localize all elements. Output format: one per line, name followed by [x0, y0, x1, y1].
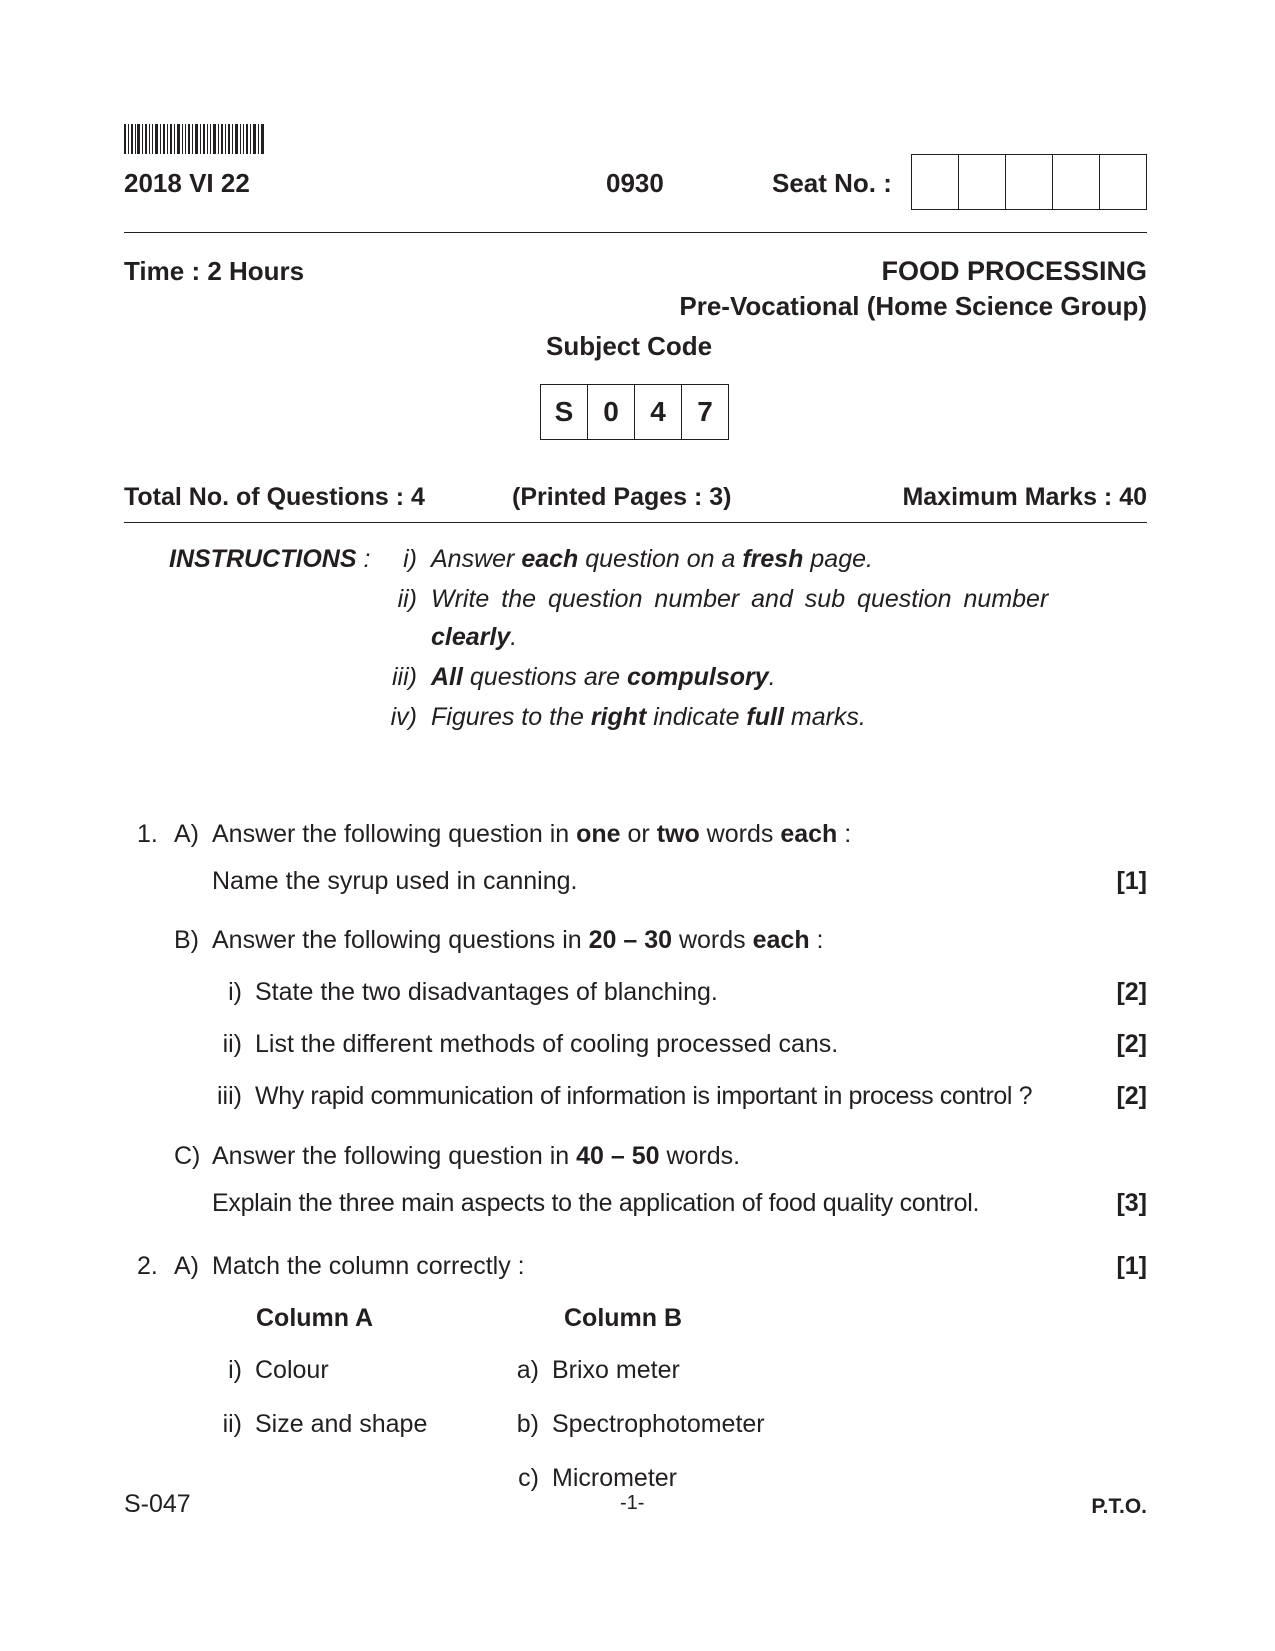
column-b-item-number: c) [518, 1464, 539, 1492]
instruction-item: Write the question number and sub question number [431, 585, 1049, 613]
question-text: List the different methods of cooling processed cans. [255, 1030, 839, 1058]
subject-group: Pre-Vocational (Home Science Group) [679, 291, 1147, 321]
time-allowed: Time : 2 Hours [124, 256, 305, 286]
marks: [2] [1116, 1082, 1147, 1110]
instruction-item-cont: clearly. [431, 623, 518, 651]
instruction-number: iv) [390, 703, 417, 731]
seat-box [958, 155, 1005, 209]
part-label: B) [174, 926, 199, 954]
part-label: A) [174, 1252, 199, 1280]
seat-box [1005, 155, 1052, 209]
instruction-number: ii) [397, 585, 417, 613]
seat-label: Seat No. : [772, 168, 892, 198]
seat-number-boxes [911, 154, 1147, 210]
question-prompt: Answer the following question in 40 – 50 words. [212, 1142, 741, 1170]
divider [124, 232, 1147, 233]
marks: [1] [1116, 867, 1147, 895]
barcode-image [124, 124, 264, 154]
page-number: -1- [620, 1492, 645, 1514]
marks: [3] [1116, 1189, 1147, 1217]
subject-code-boxes [540, 384, 729, 440]
subject-code-char: 0 [587, 385, 634, 439]
question-prompt: Answer the following questions in 20 – 30 words each : [212, 926, 824, 954]
subject-code-char: 4 [634, 385, 681, 439]
paper-code: 0930 [606, 168, 664, 198]
marks: [2] [1116, 1030, 1147, 1058]
printed-pages: (Printed Pages : 3) [512, 483, 732, 511]
seat-box [1099, 155, 1146, 209]
column-b-header: Column B [564, 1304, 683, 1332]
question-prompt: Answer the following question in one or two words each : [212, 820, 852, 848]
subject-title: FOOD PROCESSING [881, 256, 1147, 286]
question-text: Explain the three main aspects to the application of food quality control. [212, 1189, 980, 1217]
sub-question-number: iii) [217, 1082, 242, 1110]
subject-code-char: 7 [681, 385, 728, 439]
instruction-number: iii) [392, 663, 417, 691]
question-prompt: Match the column correctly : [212, 1252, 525, 1280]
seat-box [1052, 155, 1099, 209]
total-questions: Total No. of Questions : 4 [124, 483, 425, 511]
question-number: 1. [137, 820, 158, 848]
footer-code: S-047 [124, 1490, 191, 1518]
ref-code: 2018 VI 22 [124, 168, 250, 198]
question-text: State the two disadvantages of blanching. [255, 978, 718, 1006]
seat-box [912, 155, 958, 209]
sub-question-number: ii) [222, 1030, 242, 1058]
part-label: A) [174, 820, 199, 848]
column-b-item: Brixo meter [552, 1356, 680, 1384]
column-a-item: Size and shape [255, 1410, 428, 1438]
column-b-item: Micrometer [552, 1464, 678, 1492]
instruction-item: Answer each question on a fresh page. [431, 545, 873, 573]
subject-code-char: S [554, 396, 574, 427]
question-number: 2. [137, 1252, 158, 1280]
marks: [2] [1116, 978, 1147, 1006]
maximum-marks: Maximum Marks : 40 [902, 483, 1147, 511]
pto-label: P.T.O. [1091, 1495, 1147, 1518]
divider [124, 522, 1147, 523]
column-a-header: Column A [256, 1304, 374, 1332]
instructions-label: INSTRUCTIONS : [169, 545, 371, 573]
question-text: Name the syrup used in canning. [212, 867, 578, 895]
part-label: C) [174, 1142, 201, 1170]
instruction-item: Figures to the right indicate full marks. [431, 703, 866, 731]
instruction-number: i) [403, 545, 417, 573]
column-a-item-number: ii) [222, 1410, 242, 1438]
column-b-item-number: b) [516, 1410, 539, 1438]
marks: [1] [1116, 1252, 1147, 1280]
column-a-item-number: i) [228, 1356, 242, 1384]
column-b-item-number: a) [516, 1356, 539, 1384]
sub-question-number: i) [228, 978, 242, 1006]
instruction-item: All questions are compulsory. [431, 663, 776, 691]
column-b-item: Spectrophotometer [552, 1410, 765, 1438]
subject-code-label: Subject Code [546, 331, 713, 361]
question-text: Why rapid communication of information is important in process control ? [255, 1082, 1033, 1110]
column-a-item: Colour [255, 1356, 329, 1384]
